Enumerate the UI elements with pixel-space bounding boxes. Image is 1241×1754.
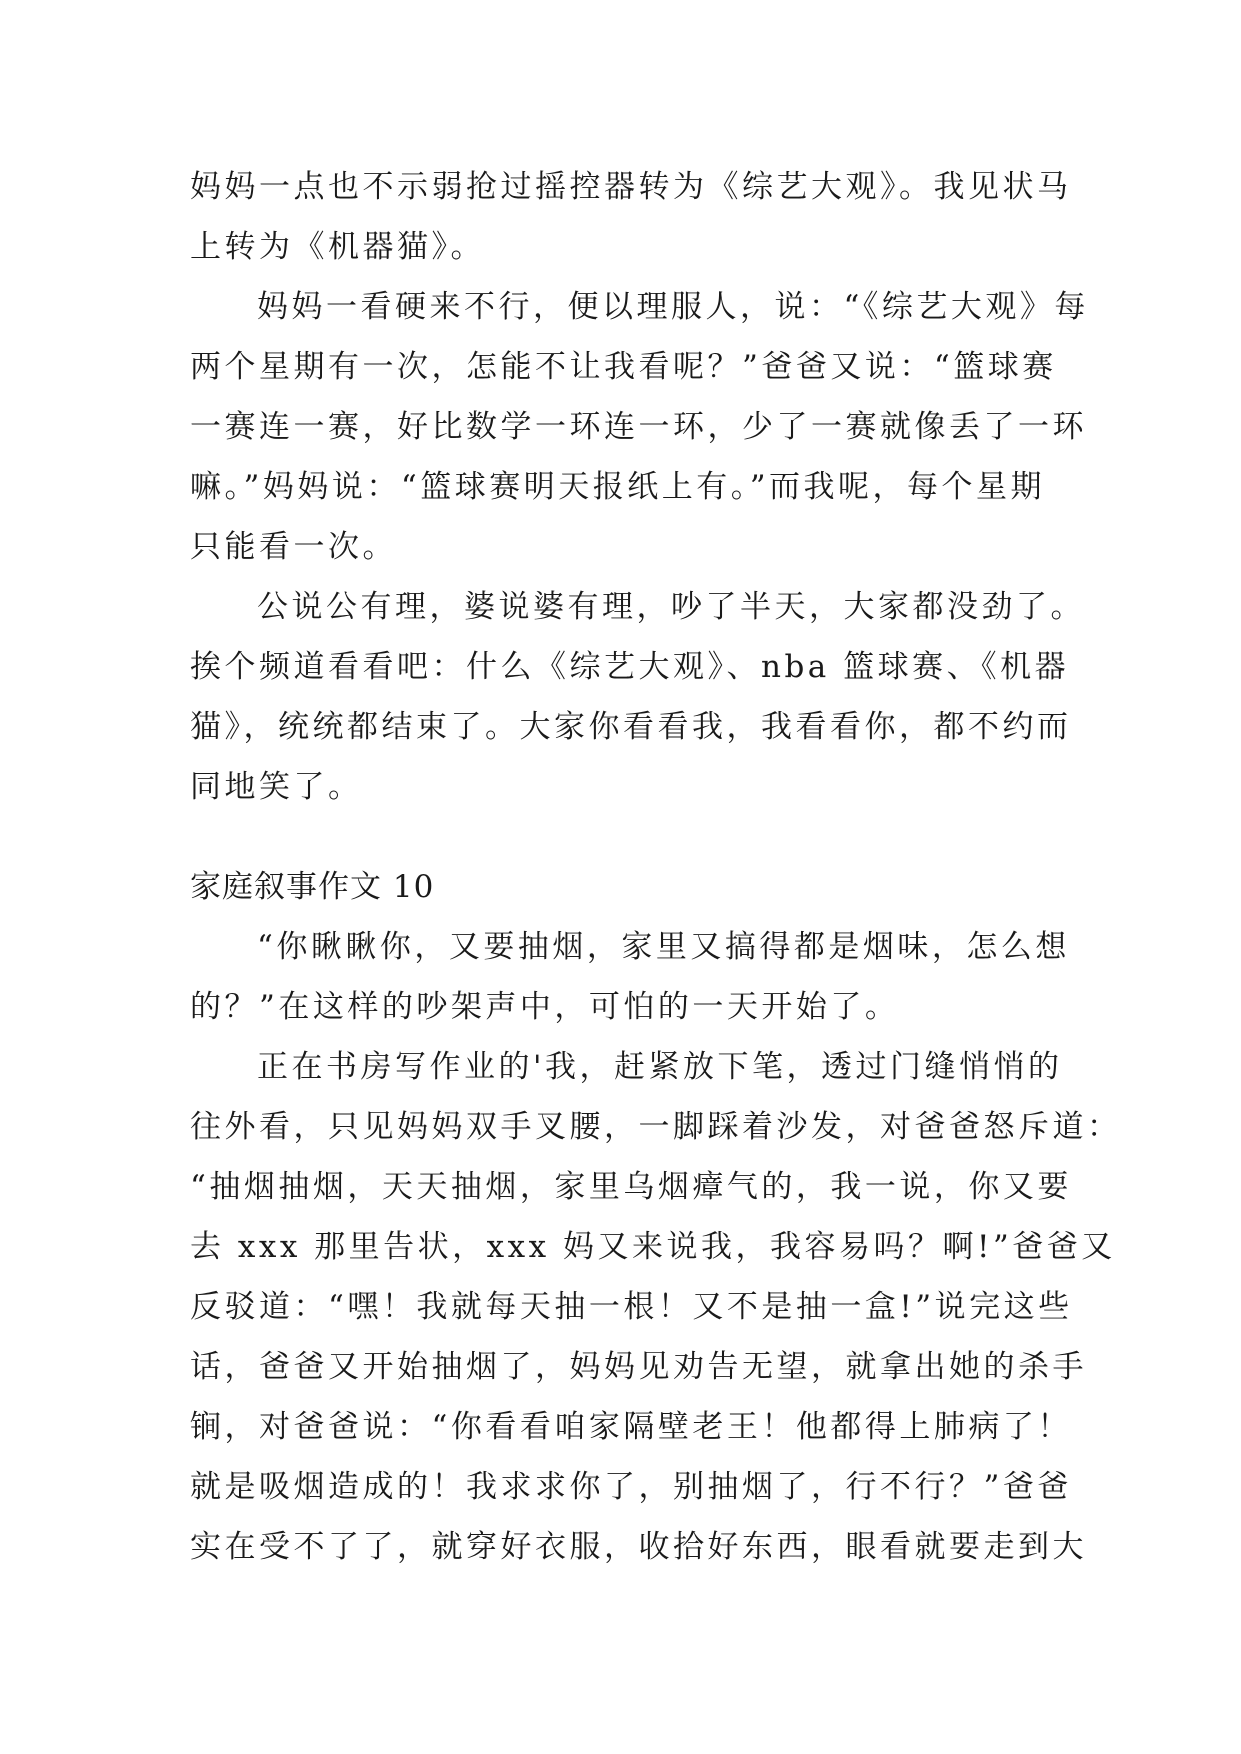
text-line: “抽烟抽烟，天天抽烟，家里乌烟瘴气的，我一说，你又要 [190,1169,1072,1205]
text-line: 只能看一次。 [190,529,397,565]
text-line: 挨个频道看看吧：什么《综艺大观》、nba 篮球赛、《机器 [190,649,1070,685]
text-line: “你瞅瞅你，又要抽烟，家里又搞得都是烟味，怎么想 [257,929,1070,965]
text-line: 妈妈一看硬来不行，便以理服人，说：“《综艺大观》每 [257,289,1089,325]
section-heading: 家庭叙事作文 10 [190,869,435,905]
text-line: 正在书房写作业的'我，赶紧放下笔，透过门缝悄悄的 [257,1049,1063,1085]
text-line: 两个星期有一次，怎能不让我看呢？”爸爸又说：“篮球赛 [190,349,1057,385]
text-line: 往外看，只见妈妈双手叉腰，一脚踩着沙发，对爸爸怒斥道： [190,1109,1122,1145]
text-line: 实在受不了了，就穿好衣服，收拾好东西，眼看就要走到大 [190,1529,1087,1565]
text-line: 反驳道：“嘿！我就每天抽一根！又不是抽一盒!”说完这些 [190,1289,1073,1325]
text-line: 猫》，统统都结束了。大家你看看我，我看看你，都不约而 [190,709,1072,745]
text-line: 就是吸烟造成的！我求求你了，别抽烟了，行不行？”爸爸 [190,1469,1072,1505]
text-line: 的？”在这样的吵架声中，可怕的一天开始了。 [190,989,900,1025]
text-line: 去 xxx 那里告状，xxx 妈又来说我，我容易吗？啊!”爸爸又 [190,1229,1116,1265]
text-line: 一赛连一赛，好比数学一环连一环，少了一赛就像丢了一环 [190,409,1087,445]
text-line: 上转为《机器猫》。 [190,229,485,265]
text-line: 妈妈一点也不示弱抢过摇控器转为《综艺大观》。我见状马 [190,169,1072,205]
text-line: 同地笑了。 [190,769,363,805]
text-line: 锏，对爸爸说：“你看看咱家隔壁老王！他都得上肺病了！ [190,1409,1072,1445]
text-line: 嘛。”妈妈说：“篮球赛明天报纸上有。”而我呢，每个星期 [190,469,1046,505]
text-line: 话，爸爸又开始抽烟了，妈妈见劝告无望，就拿出她的杀手 [190,1349,1087,1385]
text-line: 公说公有理，婆说婆有理，吵了半天，大家都没劲了。 [257,589,1085,625]
